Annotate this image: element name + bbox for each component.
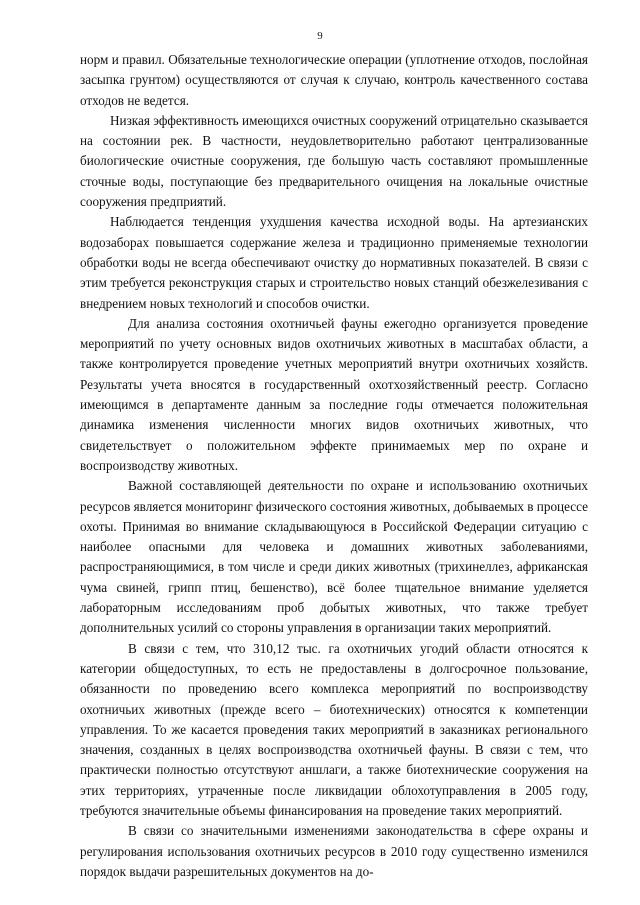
paragraph-water-quality: Наблюдается тенденция ухудшения качества исходной воды. На артезианских водозаборах повышается содержание железа и традиционно применяемые технологии обработки воды не всегда обеспечивают очистку до нормативных показателей. В связи с этим требуется реконструкция старых и строительство новых станций обезжелезивания с внедрением новых технологий и способов очистки. bbox=[80, 214, 588, 311]
paragraph-waste-control: норм и правил. Обязательные технологические операции (уплотнение отходов, послойная засыпка грунтом) осуществляются от случая к случаю, контроль качественного состава отходов не ведется. bbox=[80, 52, 588, 108]
paragraph-treatment-facilities: Низкая эффективность имеющихся очистных сооружений отрицательно сказывается на состоянии рек. В частности, неудовлетворительно работают централизованные биологические очистные сооружения, где большую часть составляют промышленные сточные воды, поступающие без предварительного очищения на локальные очистные сооружения предприятий. bbox=[80, 112, 588, 210]
page-number: 9 bbox=[317, 30, 323, 42]
paragraph-legislation-changes: В связи со значительными изменениями законодательства в сфере охраны и регулирования использования охотничьих ресурсов в 2010 году существенно изменился порядок выдачи разрешительных документов на до- bbox=[80, 823, 588, 879]
paragraph-fauna-analysis: Для анализа состояния охотничьей фауны ежегодно организуется проведение мероприятий по учету основных видов охотничьих животных в масштабах области, а также контролируется проведение учетных мероприятий внутри охотничьих хозяйств. Результаты учета вносятся в государственный охотхозяйственный реестр. Согласно имеющимся в департаменте данным за последние годы отмечается положительная динамика изменения численности многих видов охотничьих животных, что свидетельствует о положительном эффекте принимаемых мер по охране и воспроизводству животных. bbox=[80, 315, 588, 473]
document-body bbox=[80, 50, 588, 882]
paragraph-hunting-grounds: В связи с тем, что 310,12 тыс. га охотничьих угодий области относятся к категории общедоступных, то есть не предоставлены в долгосрочное пользование, обязанности по проведению всего комплекса мероприятий по воспроизводству охотничьих животных (прежде всего – биотехнических) относятся к компетенции управления. То же касается проведения таких мероприятий в заказниках регионального значения, созданных в целях воспроизводства охотничьей фауны. В связи с тем, что практически полностью отсутствуют аншлаги, а также биотехнические сооружения на этих территориях, утраченные после ликвидации облохотуправления в 2005 году, требуются значительные объемы финансирования на проведение таких мероприятий. bbox=[80, 640, 588, 818]
paragraph-animal-monitoring: Важной составляющей деятельности по охране и использованию охотничьих ресурсов является мониторинг физического состояния животных, добываемых в процессе охоты. Принимая во внимание складывающуюся в Российской Федерации ситуацию с наиболее опасными для человека и домашних животных заболеваниями, распространяющимися, в том числе и среди диких животных (трихинеллез, африканская чума свиней, грипп птиц, бешенство), всё более тщательное внимание уделяется лабораторным исследованиям проб добытых животных, что также требует дополнительных усилий со стороны управления в организации таких мероприятий. bbox=[80, 478, 589, 636]
